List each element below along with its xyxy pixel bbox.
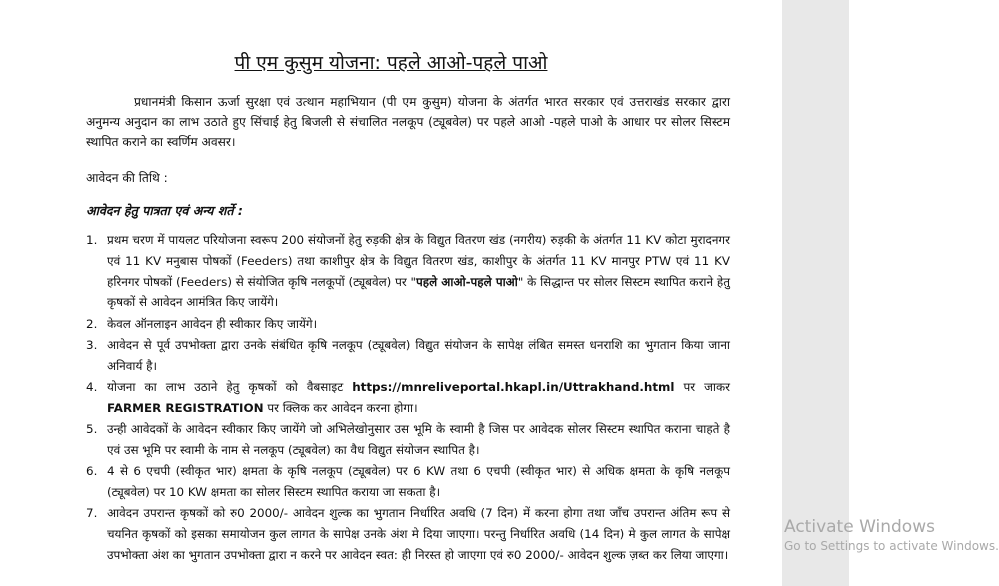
condition-text: आवेदन उपरान्त कृषकों को रु0 2000/- आवेदन शुल्क का भुगतान निर्धारित अवधि (7 दिन) में करना होगा तथा जाँच उपरान्त अंतिम रूप से चयनित कृषकों को इसका समायोजन कुल लागत के सापेक्ष उनके अंश मे दिया जाएगा। परन्तु निर्धारित अवधि (14 दिन) मे कुल लागत के सापेक्ष उपभोक्ता अंश का भुगतान उपभोक्ता द्वारा न करने पर आवेदन स्वत: ही निरस्त हो जाएगा एवं रु0 2000/- आवेदन शुल्क ज़ब्त कर लिया जाएगा।: [107, 506, 730, 562]
condition-text: योजना का लाभ उठाने हेतु कृषकों को वैबसाइट: [107, 380, 353, 395]
condition-number: 3.: [86, 337, 98, 352]
condition-text: पर जाकर: [674, 380, 730, 395]
condition-text: 4 से 6 एचपी (स्वीकृत भार) क्षमता के कृषि नलकूप (ट्यूबवेल) पर 6 KW तथा 6 एचपी (स्वीकृत भार) से अधिक क्षमता के कृषि नलकूप (ट्यूबवेल) पर 10 KW क्षमता का सोलर सिस्टम स्थापित कराया जा सकता है।: [107, 464, 730, 500]
document-title: पी एम कुसुम योजना: पहले आओ-पहले पाओ: [234, 52, 548, 74]
conditions-heading: आवेदन हेतु पात्रता एवं अन्य शर्ते :: [86, 203, 243, 218]
condition-item-5: [86, 419, 730, 461]
condition-item-2: [86, 314, 730, 335]
condition-item-6: [86, 461, 730, 503]
condition-item-7: [86, 503, 730, 565]
condition-bold-text: पहले आओ-पहले पाओ: [416, 274, 518, 289]
watermark-line-1: Activate Windows: [784, 517, 935, 537]
condition-item-1: [86, 230, 730, 313]
condition-text: आवेदन से पूर्व उपभोक्ता द्वारा उनके संबंधित कृषि नलकूप (ट्यूबवेल) विद्युत संयोजन के सापेक्ष लंबित समस्त धनराशि का भुगतान किया जाना अनिवार्य है।: [107, 337, 730, 373]
watermark-line-2: Go to Settings to activate Windows.: [784, 539, 999, 553]
condition-item-3: [86, 335, 730, 377]
condition-number: 2.: [86, 316, 98, 331]
condition-number: 6.: [86, 464, 98, 479]
condition-text: केवल ऑनलाइन आवेदन ही स्वीकार किए जायेंगे।: [107, 316, 318, 331]
farmer-registration-text: FARMER REGISTRATION: [107, 400, 264, 415]
condition-number: 4.: [86, 380, 98, 395]
application-date-label: आवेदन की तिथि :: [86, 171, 168, 185]
condition-text: " के सिद्धान्त पर सोलर सिस्टम स्थापित कराने हेतु कृषकों से आवेदन आमंत्रित किए जायेंगे।: [107, 274, 731, 310]
intro-paragraph: प्रधानमंत्री किसान ऊर्जा सुरक्षा एवं उत्थान महाभियान (पी एम कुसुम) योजना के अंतर्गत भारत सरकार एवं उत्तराखंड सरकार द्वारा अनुमन्य अनुदान का लाभ उठाते हुए सिंचाई हेतु बिजली से संचालित नलकूप (ट्यूबवेल) पर पहले आओ -पहले पाओ के आधार पर सोलर सिस्टम स्थापित कराने का स्वर्णिम अवसर।: [86, 95, 730, 149]
condition-number: 7.: [86, 506, 98, 521]
conditions-list: [86, 230, 730, 566]
portal-url-link[interactable]: https://mnreliveportal.hkapl.in/Uttrakhand.html: [352, 380, 675, 395]
condition-text: प्रथम चरण में पायलट परियोजना स्वरूप 200 संयोजनों हेतु रुड़की क्षेत्र के विद्युत वितरण खंड (नगरीय) रुड़की के अंतर्गत 11 KV कोटा मुरादनगर एवं 11 KV मनुबास पोषकों (Feeders) तथा काशीपुर क्षेत्र के विद्युत वितरण खंड, काशीपुर के अंतर्गत 11 KV मानपुर PTW एवं 11 KV हरिनगर पोषकों (Feeders) से संयोजित कृषि नलकूपों (ट्यूबवेल) पर ": [107, 233, 730, 289]
condition-number: 5.: [86, 422, 98, 437]
condition-number: 1.: [86, 233, 98, 247]
condition-text: पर क्लिक कर आवेदन करना होगा।: [263, 400, 418, 415]
condition-item-4: [86, 377, 730, 419]
condition-text: उन्ही आवेदकों के आवेदन स्वीकार किए जायेंगे जो अभिलेखोनुसार उस भूमि के स्वामी है जिस पर आवेदक सोलर सिस्टम स्थापित कराना चाहते है एवं उस भूमि पर स्वामी के नाम से नलकूप (ट्यूबवेल) का वैध विद्युत संयोजन स्थापित है।: [107, 422, 730, 457]
activate-windows-watermark: [784, 516, 999, 554]
